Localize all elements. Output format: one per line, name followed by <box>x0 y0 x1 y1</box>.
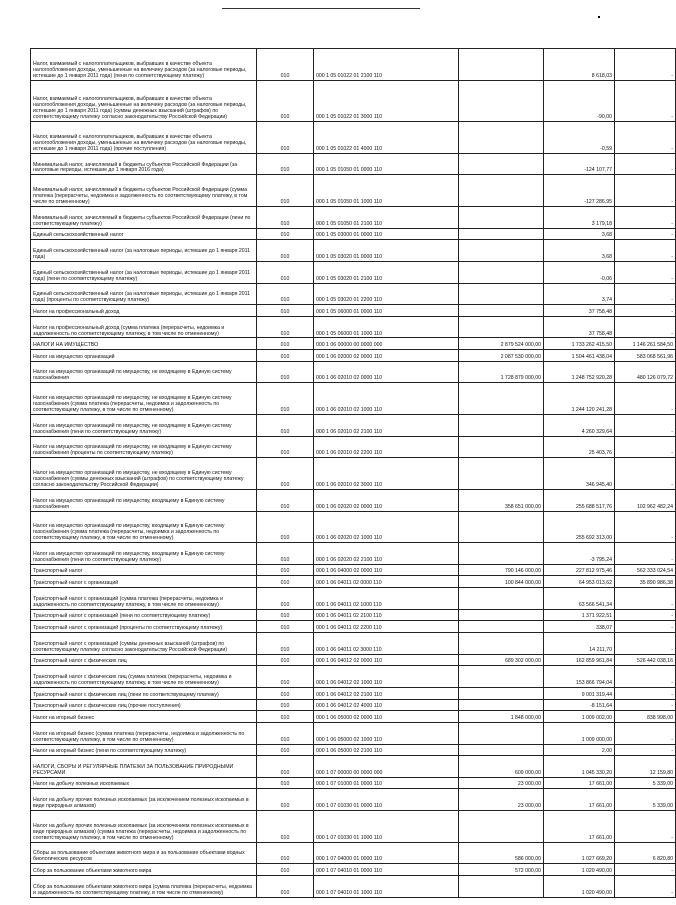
table-row <box>31 207 676 229</box>
table-row <box>31 543 676 565</box>
table-row <box>31 153 676 175</box>
table-row <box>31 666 676 688</box>
row-line-code: 010 <box>257 350 314 362</box>
row-line-code: 010 <box>257 687 314 699</box>
table-row <box>31 789 676 811</box>
row-executed-amount: 64 953 013,62 <box>544 576 615 588</box>
row-executed-amount: 1 009 000,00 <box>544 722 615 744</box>
row-executed-amount: 3,68 <box>544 240 615 262</box>
row-line-code: 010 <box>257 654 314 666</box>
row-budget-code: 000 1 07 04000 01 0000 110 <box>314 842 459 864</box>
row-approved-amount: 586 000,00 <box>459 842 544 864</box>
row-executed-amount: 255 692 313,00 <box>544 511 615 543</box>
row-approved-amount <box>459 261 544 283</box>
row-approved-amount <box>459 687 544 699</box>
scan-speck <box>598 16 600 18</box>
row-approved-amount <box>459 305 544 317</box>
row-executed-amount: 17 661,00 <box>544 789 615 811</box>
row-name: Налог на имущество организаций по имуществу, входящему в Единую систему газоснабжения (сумма платежа (перерасчеты, недоимка и задолженность по соответствующему платежу, в том числе по отмененному) <box>31 511 257 543</box>
row-budget-code: 000 1 05 01050 01 0000 110 <box>314 153 459 175</box>
row-budget-code: 000 1 06 04012 02 1000 110 <box>314 666 459 688</box>
row-executed-amount: -124 107,77 <box>544 153 615 175</box>
row-approved-amount: 23 000,00 <box>459 789 544 811</box>
row-approved-amount <box>459 609 544 621</box>
row-approved-amount <box>459 744 544 756</box>
row-unexecuted-amount: - <box>615 458 676 490</box>
row-budget-code: 000 1 06 05000 02 2100 110 <box>314 744 459 756</box>
row-unexecuted-amount: - <box>615 261 676 283</box>
row-approved-amount: 2 087 530 000,00 <box>459 350 544 362</box>
row-executed-amount: 3 179,18 <box>544 207 615 229</box>
row-unexecuted-amount: - <box>615 175 676 207</box>
row-executed-amount: 1 371 922,51 <box>544 609 615 621</box>
row-line-code: 010 <box>257 842 314 864</box>
row-line-code: 010 <box>257 756 314 778</box>
row-executed-amount: 1 027 669,20 <box>544 842 615 864</box>
row-name: Минимальный налог, зачисляемый в бюджеты субъектов Российской Федерации (сумма платежа (перерасчеты, недоимка и задолженность по соответствующему платежу, в том числе по отмененному) <box>31 175 257 207</box>
row-executed-amount: 3,74 <box>544 283 615 305</box>
row-executed-amount: 9 001 319,44 <box>544 687 615 699</box>
row-unexecuted-amount: - <box>615 621 676 633</box>
row-unexecuted-amount: - <box>615 228 676 240</box>
row-budget-code: 000 1 05 03020 01 2100 110 <box>314 261 459 283</box>
row-approved-amount: 1 728 879 000,00 <box>459 361 544 383</box>
row-budget-code: 000 1 07 01030 01 1000 110 <box>314 811 459 843</box>
row-executed-amount: 338,07 <box>544 621 615 633</box>
row-name: Налог, взимаемый с налогоплательщиков, выбравших в качестве объекта налогообложения доходы, уменьшенные на величину расходов (за налоговые периоды, истекшие до 1 января 2011 года) (пени по соответствующему платежу) <box>31 49 257 81</box>
row-name: НАЛОГИ НА ИМУЩЕСТВО <box>31 338 257 350</box>
row-executed-amount: 8 618,03 <box>544 49 615 81</box>
row-name: Транспортный налог с организаций (сумма платежа (перерасчеты, недоимка и задолженность по соответствующему платежу, в том числе по отмененному) <box>31 588 257 610</box>
row-unexecuted-amount: 6 820,80 <box>615 842 676 864</box>
row-unexecuted-amount: 5 339,00 <box>615 777 676 789</box>
row-unexecuted-amount: 35 890 986,38 <box>615 576 676 588</box>
row-name: Налог на игорный бизнес (пени по соответствующему платежу) <box>31 744 257 756</box>
row-unexecuted-amount: - <box>615 207 676 229</box>
row-executed-amount: 153 866 794,04 <box>544 666 615 688</box>
row-line-code: 010 <box>257 383 314 415</box>
row-approved-amount <box>459 240 544 262</box>
row-name: Налог на имущество организаций по имуществу, не входящему в Единую систему газоснабжения (суммы денежных взысканий (штрафов) по соответствующему платежу согласно законодательству Российской Федерации) <box>31 458 257 490</box>
table-row <box>31 49 676 81</box>
row-unexecuted-amount: - <box>615 633 676 655</box>
row-line-code: 010 <box>257 744 314 756</box>
row-budget-code: 000 1 07 04010 01 0000 110 <box>314 864 459 876</box>
row-approved-amount <box>459 588 544 610</box>
row-approved-amount <box>459 543 544 565</box>
revenue-table <box>30 48 676 898</box>
row-budget-code: 000 1 06 04011 02 0000 110 <box>314 576 459 588</box>
row-executed-amount: 162 859 961,84 <box>544 654 615 666</box>
table-row <box>31 588 676 610</box>
row-name: Налог на имущество организаций по имуществу, не входящему в Единую систему газоснабжения (пени по соответствующему платежу) <box>31 415 257 437</box>
row-unexecuted-amount: - <box>615 316 676 338</box>
row-name: Транспортный налог с организаций (пени по соответствующему платежу) <box>31 609 257 621</box>
row-approved-amount <box>459 633 544 655</box>
row-line-code: 010 <box>257 588 314 610</box>
table-row <box>31 511 676 543</box>
row-budget-code: 000 1 07 04010 01 1000 110 <box>314 875 459 897</box>
row-line-code: 010 <box>257 49 314 81</box>
row-name: Налог на добычу полезных ископаемых <box>31 777 257 789</box>
row-name: Транспортный налог с физических лиц (пени по соответствующему платежу) <box>31 687 257 699</box>
row-budget-code: 000 1 06 05000 02 0000 110 <box>314 711 459 723</box>
row-budget-code: 000 1 07 01030 01 0000 110 <box>314 789 459 811</box>
row-budget-code: 000 1 05 01022 01 2100 110 <box>314 49 459 81</box>
row-unexecuted-amount: - <box>615 415 676 437</box>
row-budget-code: 000 1 05 01022 01 4000 110 <box>314 122 459 154</box>
row-executed-amount: 1 045 330,20 <box>544 756 615 778</box>
row-approved-amount <box>459 722 544 744</box>
row-approved-amount: 2 879 524 000,00 <box>459 338 544 350</box>
row-executed-amount: 1 504 461 438,04 <box>544 350 615 362</box>
row-line-code: 010 <box>257 489 314 511</box>
table-row <box>31 240 676 262</box>
row-budget-code: 000 1 05 06000 01 0000 110 <box>314 305 459 317</box>
row-budget-code: 000 1 05 06000 01 1000 110 <box>314 316 459 338</box>
row-name: Транспортный налог с организаций <box>31 576 257 588</box>
row-executed-amount: 4 260 329,64 <box>544 415 615 437</box>
row-executed-amount: 63 566 541,34 <box>544 588 615 610</box>
row-approved-amount <box>459 316 544 338</box>
row-name: Единый сельскохозяйственный налог (за налоговые периоды, истекшие до 1 января 2011 года) <box>31 240 257 262</box>
row-executed-amount: -8 151,64 <box>544 699 615 711</box>
row-line-code: 010 <box>257 789 314 811</box>
row-line-code: 010 <box>257 543 314 565</box>
row-executed-amount: 37 758,48 <box>544 305 615 317</box>
row-line-code: 010 <box>257 305 314 317</box>
row-unexecuted-amount: - <box>615 511 676 543</box>
row-budget-code: 000 1 06 04011 02 3000 110 <box>314 633 459 655</box>
row-name: Сбор за пользование объектами животного мира <box>31 864 257 876</box>
row-approved-amount <box>459 383 544 415</box>
row-executed-amount: -0,59 <box>544 122 615 154</box>
row-line-code: 010 <box>257 811 314 843</box>
row-budget-code: 000 1 07 00000 00 0000 000 <box>314 756 459 778</box>
row-unexecuted-amount: - <box>615 744 676 756</box>
row-name: Налог на имущество организаций <box>31 350 257 362</box>
row-budget-code: 000 1 06 02010 02 2100 110 <box>314 415 459 437</box>
row-budget-code: 000 1 06 02010 02 1000 110 <box>314 383 459 415</box>
row-executed-amount: -127 286,95 <box>544 175 615 207</box>
row-name: Минимальный налог, зачисляемый в бюджеты субъектов Российской Федерации (за налоговые периоды, истекшие до 1 января 2016 года) <box>31 153 257 175</box>
row-name: Минимальный налог, зачисляемый в бюджеты субъектов Российской Федерации (пени по соответствующему платежу) <box>31 207 257 229</box>
row-line-code: 010 <box>257 80 314 122</box>
row-executed-amount: 17 661,00 <box>544 777 615 789</box>
table-row <box>31 654 676 666</box>
row-approved-amount <box>459 811 544 843</box>
row-approved-amount: 1 848 000,00 <box>459 711 544 723</box>
row-unexecuted-amount: - <box>615 811 676 843</box>
table-row <box>31 122 676 154</box>
row-unexecuted-amount: - <box>615 543 676 565</box>
row-unexecuted-amount: - <box>615 153 676 175</box>
row-approved-amount: 689 302 000,00 <box>459 654 544 666</box>
row-approved-amount <box>459 153 544 175</box>
row-budget-code: 000 1 06 02010 02 2200 110 <box>314 436 459 458</box>
row-approved-amount <box>459 458 544 490</box>
table-row <box>31 744 676 756</box>
revenue-table-body <box>31 49 676 898</box>
table-row <box>31 699 676 711</box>
row-name: Транспортный налог с физических лиц (сумма платежа (перерасчеты, недоимка и задолженность по соответствующему платежу, в том числе по отмененному) <box>31 666 257 688</box>
row-name: Налог на имущество организаций по имуществу, входящему в Единую систему газоснабжения <box>31 489 257 511</box>
table-row <box>31 711 676 723</box>
row-budget-code: 000 1 05 03000 01 0000 110 <box>314 228 459 240</box>
row-name: Налог на имущество организаций по имуществу, не входящему в Единую систему газоснабжения (проценты по соответствующему платежу) <box>31 436 257 458</box>
row-name: НАЛОГИ, СБОРЫ И РЕГУЛЯРНЫЕ ПЛАТЕЖИ ЗА ПОЛЬЗОВАНИЕ ПРИРОДНЫМИ РЕСУРСАМИ <box>31 756 257 778</box>
row-name: Единый сельскохозяйственный налог (за налоговые периоды, истекшие до 1 января 2011 года) (проценты по соответствующему платежу) <box>31 283 257 305</box>
row-unexecuted-amount: - <box>615 80 676 122</box>
row-name: Налог, взимаемый с налогоплательщиков, выбравших в качестве объекта налогообложения доходы, уменьшенные на величину расходов (за налоговые периоды, истекшие до 1 января 2011 года) (прочие поступления) <box>31 122 257 154</box>
row-executed-amount: 1 009 002,00 <box>544 711 615 723</box>
row-executed-amount: 3,68 <box>544 228 615 240</box>
row-budget-code: 000 1 06 04011 02 1000 110 <box>314 588 459 610</box>
row-line-code: 010 <box>257 666 314 688</box>
row-approved-amount <box>459 511 544 543</box>
table-row <box>31 777 676 789</box>
row-budget-code: 000 1 05 03020 01 2200 110 <box>314 283 459 305</box>
row-name: Транспортный налог с организаций (суммы денежных взысканий (штрафов) по соответствующему платежу согласно законодательству Российской Федерации) <box>31 633 257 655</box>
row-name: Транспортный налог с физических лиц (прочие поступления) <box>31 699 257 711</box>
row-approved-amount <box>459 228 544 240</box>
row-executed-amount: 227 812 975,46 <box>544 564 615 576</box>
row-executed-amount: 1 248 752 920,28 <box>544 361 615 383</box>
row-line-code: 010 <box>257 361 314 383</box>
row-executed-amount: 25 403,76 <box>544 436 615 458</box>
row-approved-amount: 23 000,00 <box>459 777 544 789</box>
table-row <box>31 609 676 621</box>
row-name: Транспортный налог <box>31 564 257 576</box>
table-row <box>31 283 676 305</box>
row-line-code: 010 <box>257 511 314 543</box>
row-name: Налог, взимаемый с налогоплательщиков, выбравших в качестве объекта налогообложения доходы, уменьшенные на величину расходов (за налоговые периоды, истекшие до 1 января 2011 года) (суммы денежных взысканий (штрафов) по соответствующему платежу согласно законодательству Российской Федерации) <box>31 80 257 122</box>
row-executed-amount: 1 020 490,00 <box>544 864 615 876</box>
table-row <box>31 436 676 458</box>
row-line-code: 010 <box>257 228 314 240</box>
row-approved-amount <box>459 175 544 207</box>
row-unexecuted-amount: - <box>615 305 676 317</box>
row-budget-code: 000 1 05 01022 01 3000 110 <box>314 80 459 122</box>
row-name: Налог на профессиональный доход <box>31 305 257 317</box>
table-row <box>31 80 676 122</box>
row-name: Налог на добычу прочих полезных ископаемых (за исключением полезных ископаемых в виде природных алмазов) <box>31 789 257 811</box>
row-name: Транспортный налог с организаций (проценты по соответствующему платежу) <box>31 621 257 633</box>
row-line-code: 010 <box>257 458 314 490</box>
row-approved-amount: 790 146 000,00 <box>459 564 544 576</box>
row-budget-code: 000 1 05 01050 01 1000 110 <box>314 175 459 207</box>
row-line-code: 010 <box>257 175 314 207</box>
table-row <box>31 811 676 843</box>
row-unexecuted-amount: 5 339,00 <box>615 789 676 811</box>
row-unexecuted-amount: - <box>615 49 676 81</box>
row-name: Единый сельскохозяйственный налог (за налоговые периоды, истекшие до 1 января 2011 года) (пени по соответствующему платежу) <box>31 261 257 283</box>
row-line-code: 010 <box>257 777 314 789</box>
row-name: Налог на профессиональный доход (сумма платежа (перерасчеты, недоимка и задолженность по соответствующему платежу, в том числе по отмененному) <box>31 316 257 338</box>
row-line-code: 010 <box>257 283 314 305</box>
row-line-code: 010 <box>257 875 314 897</box>
row-line-code: 010 <box>257 122 314 154</box>
row-budget-code: 000 1 06 00000 00 0000 000 <box>314 338 459 350</box>
row-budget-code: 000 1 07 01000 01 0000 110 <box>314 777 459 789</box>
row-unexecuted-amount: - <box>615 588 676 610</box>
row-budget-code: 000 1 06 04012 02 0000 110 <box>314 654 459 666</box>
row-approved-amount <box>459 699 544 711</box>
row-approved-amount <box>459 207 544 229</box>
row-line-code: 010 <box>257 316 314 338</box>
row-line-code: 010 <box>257 633 314 655</box>
row-approved-amount: 100 844 000,00 <box>459 576 544 588</box>
row-budget-code: 000 1 06 02020 02 0000 110 <box>314 489 459 511</box>
row-name: Сбор за пользование объектами животного мира (сумма платежа (перерасчеты, недоимка и задолженность по соответствующему платежу, в том числе по отмененному) <box>31 875 257 897</box>
table-row <box>31 383 676 415</box>
table-row <box>31 722 676 744</box>
row-approved-amount <box>459 283 544 305</box>
row-approved-amount <box>459 49 544 81</box>
row-unexecuted-amount: 838 998,00 <box>615 711 676 723</box>
row-approved-amount: 572 000,00 <box>459 864 544 876</box>
row-unexecuted-amount: - <box>615 436 676 458</box>
row-name: Налог на имущество организаций по имуществу, не входящему в Единую систему газоснабжения <box>31 361 257 383</box>
row-executed-amount: 1 733 262 415,50 <box>544 338 615 350</box>
row-line-code: 010 <box>257 153 314 175</box>
row-unexecuted-amount: - <box>615 122 676 154</box>
row-executed-amount: 2,00 <box>544 744 615 756</box>
row-name: Налог на игорный бизнес (сумма платежа (перерасчеты, недоимка и задолженность по соответствующему платежу, в том числе по отмененному) <box>31 722 257 744</box>
row-line-code: 010 <box>257 436 314 458</box>
table-row <box>31 261 676 283</box>
row-unexecuted-amount: 583 068 561,96 <box>615 350 676 362</box>
row-name: Налог на имущество организаций по имуществу, не входящему в Единую систему газоснабжения (сумма платежа (перерасчеты, недоимка и задолженность по соответствующему платежу, в том числе по отмененному) <box>31 383 257 415</box>
row-unexecuted-amount: 526 442 038,16 <box>615 654 676 666</box>
row-budget-code: 000 1 05 03020 01 0000 110 <box>314 240 459 262</box>
row-name: Налог на добычу прочих полезных ископаемых (за исключением полезных ископаемых в виде природных алмазов) (сумма платежа (перерасчеты, недоимка и задолженность по соответствующему платежу, в том числе по отмененному) <box>31 811 257 843</box>
table-row <box>31 316 676 338</box>
row-budget-code: 000 1 06 02020 02 1000 110 <box>314 511 459 543</box>
row-unexecuted-amount: - <box>615 609 676 621</box>
row-executed-amount: -0,06 <box>544 261 615 283</box>
row-executed-amount: 255 688 517,76 <box>544 489 615 511</box>
row-unexecuted-amount: 562 333 024,54 <box>615 564 676 576</box>
row-budget-code: 000 1 06 04012 02 2100 110 <box>314 687 459 699</box>
row-name: Транспортный налог с физических лиц <box>31 654 257 666</box>
table-row <box>31 350 676 362</box>
row-budget-code: 000 1 06 05000 02 1000 110 <box>314 722 459 744</box>
table-row <box>31 175 676 207</box>
row-approved-amount <box>459 80 544 122</box>
row-unexecuted-amount: - <box>615 240 676 262</box>
row-line-code: 010 <box>257 711 314 723</box>
table-row <box>31 338 676 350</box>
row-approved-amount <box>459 122 544 154</box>
table-row <box>31 228 676 240</box>
table-row <box>31 576 676 588</box>
row-unexecuted-amount: 102 962 482,24 <box>615 489 676 511</box>
row-line-code: 010 <box>257 415 314 437</box>
row-budget-code: 000 1 06 04011 02 2100 110 <box>314 609 459 621</box>
row-budget-code: 000 1 06 04000 02 0000 110 <box>314 564 459 576</box>
row-name: Сборы за пользование объектами животного мира и за пользование объектами водных биологических ресурсов <box>31 842 257 864</box>
row-approved-amount: 609 000,00 <box>459 756 544 778</box>
row-line-code: 010 <box>257 564 314 576</box>
row-approved-amount <box>459 621 544 633</box>
row-approved-amount <box>459 415 544 437</box>
row-line-code: 010 <box>257 576 314 588</box>
row-approved-amount <box>459 436 544 458</box>
table-row <box>31 756 676 778</box>
row-executed-amount: -90,00 <box>544 80 615 122</box>
row-approved-amount <box>459 875 544 897</box>
row-line-code: 010 <box>257 609 314 621</box>
table-row <box>31 415 676 437</box>
row-unexecuted-amount: - <box>615 383 676 415</box>
table-row <box>31 875 676 897</box>
row-unexecuted-amount: - <box>615 687 676 699</box>
row-name: Единый сельскохозяйственный налог <box>31 228 257 240</box>
row-budget-code: 000 1 06 02010 02 3000 110 <box>314 458 459 490</box>
row-unexecuted-amount: - <box>615 283 676 305</box>
row-unexecuted-amount: 1 146 261 584,50 <box>615 338 676 350</box>
table-row <box>31 489 676 511</box>
header-rule <box>222 8 420 9</box>
row-name: Налог на игорный бизнес <box>31 711 257 723</box>
row-line-code: 010 <box>257 699 314 711</box>
row-line-code: 010 <box>257 240 314 262</box>
row-budget-code: 000 1 06 02000 02 0000 110 <box>314 350 459 362</box>
table-row <box>31 633 676 655</box>
row-executed-amount: 346 945,40 <box>544 458 615 490</box>
row-executed-amount: -3 795,24 <box>544 543 615 565</box>
table-row <box>31 361 676 383</box>
row-executed-amount: 1 244 120 241,28 <box>544 383 615 415</box>
table-row <box>31 305 676 317</box>
row-unexecuted-amount: - <box>615 864 676 876</box>
table-row <box>31 458 676 490</box>
row-approved-amount: 358 651 000,00 <box>459 489 544 511</box>
row-budget-code: 000 1 06 02020 02 2100 110 <box>314 543 459 565</box>
table-row <box>31 621 676 633</box>
row-line-code: 010 <box>257 621 314 633</box>
table-row <box>31 864 676 876</box>
row-line-code: 010 <box>257 722 314 744</box>
row-line-code: 010 <box>257 338 314 350</box>
table-row <box>31 842 676 864</box>
row-line-code: 010 <box>257 207 314 229</box>
row-approved-amount <box>459 666 544 688</box>
row-unexecuted-amount: - <box>615 699 676 711</box>
row-executed-amount: 1 020 490,00 <box>544 875 615 897</box>
row-budget-code: 000 1 06 04011 02 2200 110 <box>314 621 459 633</box>
row-name: Налог на имущество организаций по имуществу, входящему в Единую систему газоснабжения (пени по соответствующему платежу) <box>31 543 257 565</box>
row-budget-code: 000 1 06 04012 02 4000 110 <box>314 699 459 711</box>
row-executed-amount: 17 661,00 <box>544 811 615 843</box>
row-budget-code: 000 1 06 02010 02 0000 110 <box>314 361 459 383</box>
row-unexecuted-amount: - <box>615 722 676 744</box>
row-executed-amount: 37 758,48 <box>544 316 615 338</box>
table-row <box>31 687 676 699</box>
table-row <box>31 564 676 576</box>
row-unexecuted-amount: 12 159,80 <box>615 756 676 778</box>
row-line-code: 010 <box>257 864 314 876</box>
row-budget-code: 000 1 05 01050 01 2100 110 <box>314 207 459 229</box>
row-executed-amount: 14 211,70 <box>544 633 615 655</box>
row-unexecuted-amount: 480 126 079,72 <box>615 361 676 383</box>
row-line-code: 010 <box>257 261 314 283</box>
row-unexecuted-amount: - <box>615 875 676 897</box>
row-unexecuted-amount: - <box>615 666 676 688</box>
